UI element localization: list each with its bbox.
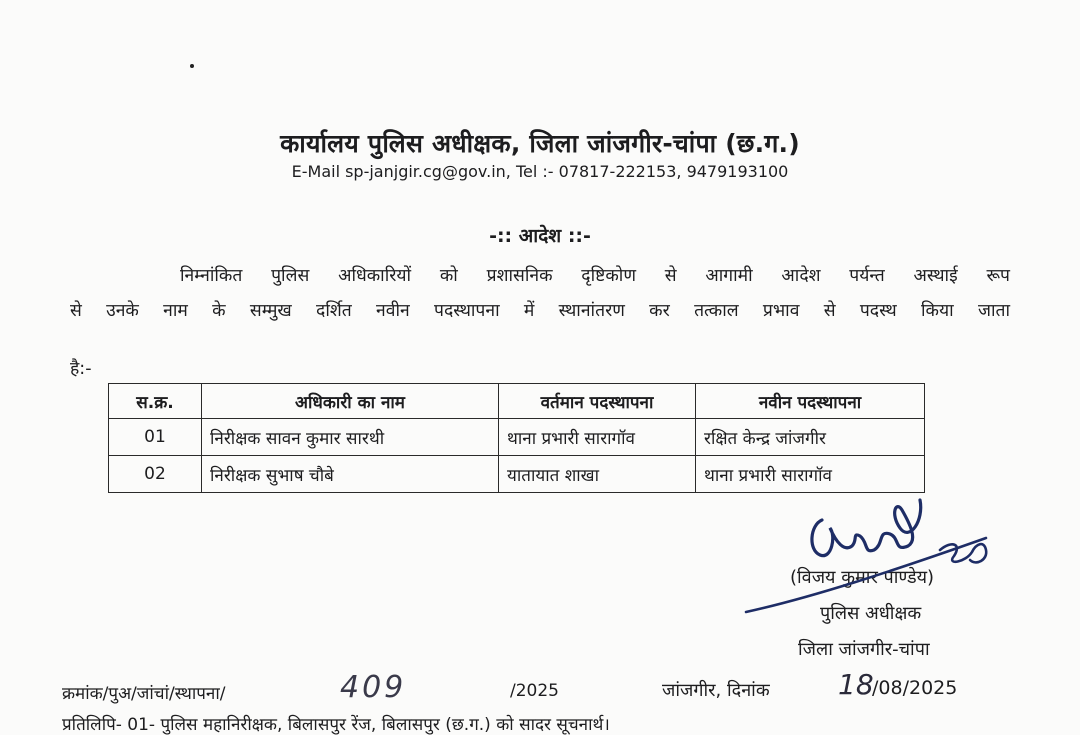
header-officer-name: अधिकारी का नाम — [202, 384, 499, 419]
cell-current-posting: थाना प्रभारी सारागॉव — [499, 419, 696, 456]
order-text-line-2: से उनके नाम के सम्मुख दर्शित नवीन पदस्थापना में स्थानांतरण कर तत्काल प्रभाव से पदस्थ किया जाता — [70, 301, 1010, 321]
cell-officer-name: निरीक्षक सुभाष चौबे — [202, 456, 499, 493]
stray-dot — [190, 64, 194, 68]
header-current-posting: वर्तमान पदस्थापना — [499, 384, 696, 419]
cell-current-posting: यातायात शाखा — [499, 456, 696, 493]
reference-label: क्रमांक/पुअ/जांचां/स्थापना/ — [62, 684, 226, 704]
office-title: कार्यालय पुलिस अधीक्षक, जिला जांजगीर-चांपा (छ.ग.) — [280, 129, 800, 158]
order-text-line-3: है:- — [70, 359, 92, 379]
date-month-year: /08/2025 — [872, 677, 958, 699]
order-text-line-1: निम्नांकित पुलिस अधिकारियों को प्रशासनिक दृष्टिकोण से आगामी आदेश पर्यन्त अस्थाई रूप — [180, 266, 1010, 286]
reference-number-handwritten: 409 — [340, 670, 407, 705]
cell-new-posting: थाना प्रभारी सारागॉव — [696, 456, 925, 493]
order-heading: -:: आदेश ::- — [489, 225, 591, 247]
date-day-handwritten: 18 — [838, 668, 874, 701]
cell-new-posting: रक्षित केन्द्र जांजगीर — [696, 419, 925, 456]
cell-serial: 02 — [109, 456, 202, 493]
contact-line: E-Mail sp-janjgir.cg@gov.in, Tel :- 07817-222153, 9479193100 — [291, 162, 789, 181]
table-header-row — [109, 384, 925, 419]
header-serial: स.क्र. — [109, 384, 202, 419]
signatory-designation: पुलिस अधीक्षक — [820, 603, 922, 624]
transfer-table — [108, 383, 925, 493]
cell-serial: 01 — [109, 419, 202, 456]
signatory-district: जिला जांजगीर-चांपा — [798, 639, 930, 660]
signatory-name: (विजय कुमार पाण्डेय) — [790, 567, 935, 588]
cell-officer-name: निरीक्षक सावन कुमार सारथी — [202, 419, 499, 456]
reference-year: /2025 — [510, 681, 559, 701]
copy-distribution-line: प्रतिलिपि- 01- पुलिस महानिरीक्षक, बिलासपुर रेंज, बिलासपुर (छ.ग.) को सादर सूचनार्थ। — [62, 715, 610, 735]
handwritten-signature — [740, 480, 1000, 620]
place-date-label: जांजगीर, दिनांक — [662, 680, 770, 701]
table-row — [109, 419, 925, 456]
header-new-posting: नवीन पदस्थापना — [696, 384, 925, 419]
